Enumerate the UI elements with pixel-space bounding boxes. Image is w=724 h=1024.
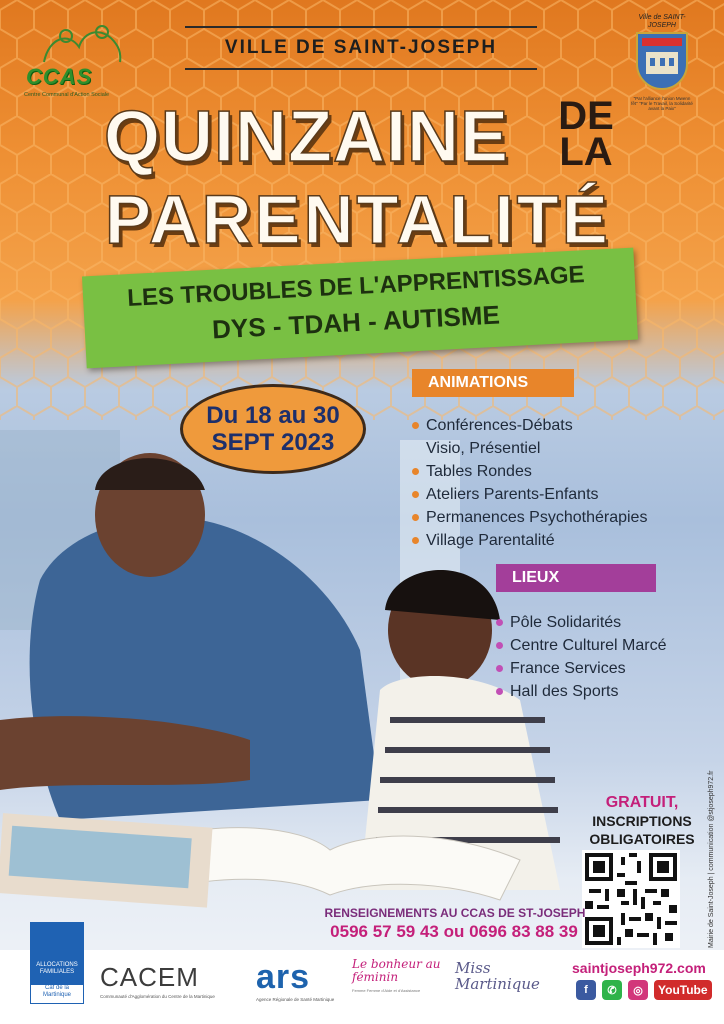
miss-martinique-logo: Miss Martinique [455,959,540,993]
bullet-icon [496,688,503,695]
list-item: Ateliers Parents-Enfants [412,483,647,506]
list-item: Visio, Présentiel [426,440,541,457]
list-item: Conférences-Débats [412,414,647,437]
banner-line-1: LES TROUBLES DE L'APPRENTISSAGE [126,261,586,312]
whatsapp-icon[interactable]: ✆ [602,980,622,1000]
date-month-year: SEPT 2023 [211,429,335,456]
title-de: DE [558,94,614,138]
list-item: Village Parentalité [412,529,647,552]
ville-header: VILLE DE SAINT-JOSEPH [185,26,537,70]
bullet-icon [412,537,419,544]
city-crest [630,14,694,112]
cacem-subtitle: Communauté d'Agglomération du Centre de la Martinique [100,994,215,999]
list-item: Pôle Solidarités [496,611,667,634]
cacem-wordmark: CACEM [100,962,199,992]
title-quinzaine: QUINZAINE [104,97,509,177]
list-item: Permanences Psychothérapies [412,506,647,529]
title-la: LA [559,130,613,174]
ars-wordmark: ars [256,958,311,996]
date-badge [180,384,366,474]
ccas-logo [24,22,134,102]
lieux-heading: LIEUX [496,564,656,592]
bullet-icon [496,665,503,672]
website-link[interactable]: saintjoseph972.com [572,960,706,976]
caf-region: Caf de la Martinique [30,984,84,1004]
qr-code-icon [585,853,677,945]
registration-note [572,794,712,848]
list-item: Hall des Sports [496,680,667,703]
crest-caption: "Par l'alliance l'union Mwenn fêt" "Par le Travail, la Solidarité avant la Paix" [631,96,693,111]
title-de-la [546,94,626,174]
bullet-icon [496,619,503,626]
ccas-subtitle: Centre Communal d'Action Sociale [24,92,110,98]
lieux-list [496,611,667,703]
gratuit-label: GRATUIT, [605,794,679,811]
ars-subtitle: Agence Régionale de Santé Martinique [256,997,335,1002]
list-item: France Services [496,657,667,680]
youtube-icon[interactable]: YouTube [654,980,712,1000]
family-silhouette-icon [24,22,134,67]
ars-logo [256,958,336,1002]
bonheur-au-feminin-logo [352,958,442,997]
ccas-wordmark: CCAS [26,64,93,89]
renseignements-label: RENSEIGNEMENTS AU CCAS DE ST-JOSEPH [324,906,586,920]
bullet-icon [412,514,419,521]
crest-title: Ville de SAINT-JOSEPH [638,14,686,29]
bullet-icon [412,468,419,475]
bullet-icon [412,491,419,498]
cacem-logo [100,962,234,999]
credit-vertical-text: Mairie de Saint-Joseph | communication @stjoseph972.fr [708,770,715,948]
qr-code[interactable] [582,850,680,948]
bonheur-subtitle: Femme Femme d'Aide et d'Assistance [352,988,421,993]
animations-heading: ANIMATIONS [412,369,574,397]
instagram-icon[interactable]: ◎ [628,980,648,1000]
date-range: Du 18 au 30 [206,402,340,429]
bullet-icon [496,642,503,649]
caf-label: ALLOCATIONS FAMILIALES [36,962,78,975]
crest-shield-icon [636,32,688,90]
social-links [576,980,712,1000]
list-item: Tables Rondes [412,460,647,483]
title-parentalite: PARENTALITÉ [105,181,611,258]
inscriptions-label: INSCRIPTIONS [592,813,692,829]
facebook-icon[interactable]: f [576,980,596,1000]
banner-line-2: DYS - TDAH - AUTISME [211,299,501,345]
list-item: Centre Culturel Marcé [496,634,667,657]
phone-numbers: 0596 57 59 43 ou 0696 83 88 39 [330,922,578,941]
animations-list [412,414,647,552]
obligatoires-label: OBLIGATOIRES [589,831,695,847]
bullet-icon [412,422,419,429]
bonheur-wordmark: Le bonheur au féminin [352,957,441,984]
